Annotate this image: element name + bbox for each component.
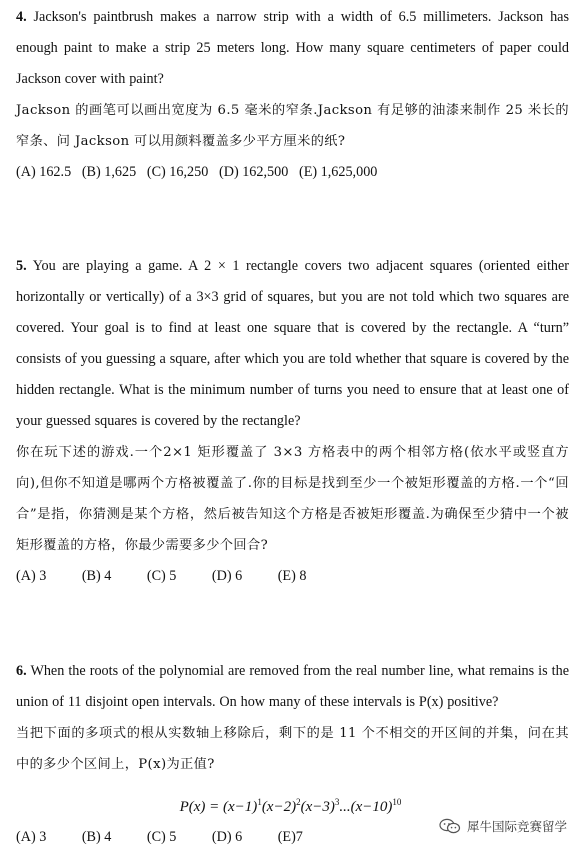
formula-exp-3: 3 [334,797,340,807]
watermark [439,814,567,838]
q4-body-en: Jackson's paintbrush makes a narrow strip with a width of 6.5 millimeters. Jackson has enough paint to make a strip 25 meters long. How many square centimeters of paper could Jackson cover with paint? [16,9,569,87]
q5-option-c: (C) 5 [146,568,177,584]
q4-option-a: (A) 162.5 [16,164,72,180]
q6-option-a: (A) 3 [16,829,47,845]
q5-text-en [16,251,569,437]
q4-number: 4. [16,9,27,25]
q4-text-zh: Jackson 的画笔可以画出宽度为 6.5 毫米的窄条.Jackson 有足够的油漆来制作 25 米长的窄条、问 Jackson 可以用颜料覆盖多少平方厘米的纸? [16,103,569,149]
q6-number: 6. [16,663,27,679]
q4-option-d: (D) 162,500 [218,164,289,180]
formula-term-3: (x−3) [300,799,335,815]
q5-body-en: You are playing a game. A 2 × 1 rectangle covers two adjacent squares (oriented either horizontally or vertically) of a 3×3 grid of squares, but you are not told which two squares are covered. Your goal is to find at least one square that is covered by the rectangle. A “turn” consists of you guessing a square, after which you are told whether that square is covered by the hidden rectangle. What is the minimum number of turns you need to ensure that at least one of your guessed squares is covered by the rectangle? [16,258,569,429]
formula-term-2: (x−2) [261,799,297,815]
q4-option-b: (B) 1,625 [81,164,137,180]
question-5 [16,251,569,592]
formula-exp-4: 10 [392,797,402,807]
q5-option-d: (D) 6 [211,568,243,584]
q5-number: 5. [16,258,27,274]
q6-option-c: (C) 5 [146,829,177,845]
q5-text-zh: 你在玩下述的游戏.一个2×1 矩形覆盖了 3×3 方格表中的两个相邻方格(依水平或竖直方向),但你不知道是哪两个方格被覆盖了.你的目标是找到至少一个被矩形覆盖的方格.一个“回合”是指，你猜测是某个方格，然后被告知这个方格是否被矩形覆盖.为确保至少猜中一个被矩形覆盖的方格，你最少需要多少个回合? [16,445,569,553]
q4-text-en [16,2,569,95]
question-6 [16,656,569,780]
formula-exp-1: 1 [257,797,262,807]
question-4 [16,2,569,188]
watermark-text: 犀牛国际竞赛留学 [466,819,567,834]
formula-term-1: (x−1) [223,799,258,815]
q6-option-b: (B) 4 [81,829,112,845]
q5-option-e: (E) 8 [277,568,307,584]
q5-option-a: (A) 3 [16,568,47,584]
q4-options [16,157,569,188]
q6-option-e: (E)7 [277,829,303,845]
q5-option-b: (B) 4 [81,568,112,584]
q5-options [16,561,569,592]
q6-text-zh: 当把下面的多项式的根从实数轴上移除后，剩下的是 11 个不相交的开区间的并集，问在其中的多少个区间上，P(x)为正值? [16,726,569,772]
formula-ellipsis: ... [339,799,351,815]
q4-option-e: (E) 1,625,000 [298,164,378,180]
formula-term-4: (x−10) [350,799,393,815]
q6-body-en: When the roots of the polynomial are removed from the real number line, what remains is the union of 11 disjoint open intervals. On how many of these intervals is P(x) positive? [16,663,570,710]
formula-exp-2: 2 [296,797,301,807]
formula-lhs: P(x) = [179,799,224,815]
q6-option-d: (D) 6 [211,829,243,845]
wechat-icon [439,818,461,834]
q4-option-c: (C) 16,250 [146,164,209,180]
q6-text-en [16,656,569,718]
